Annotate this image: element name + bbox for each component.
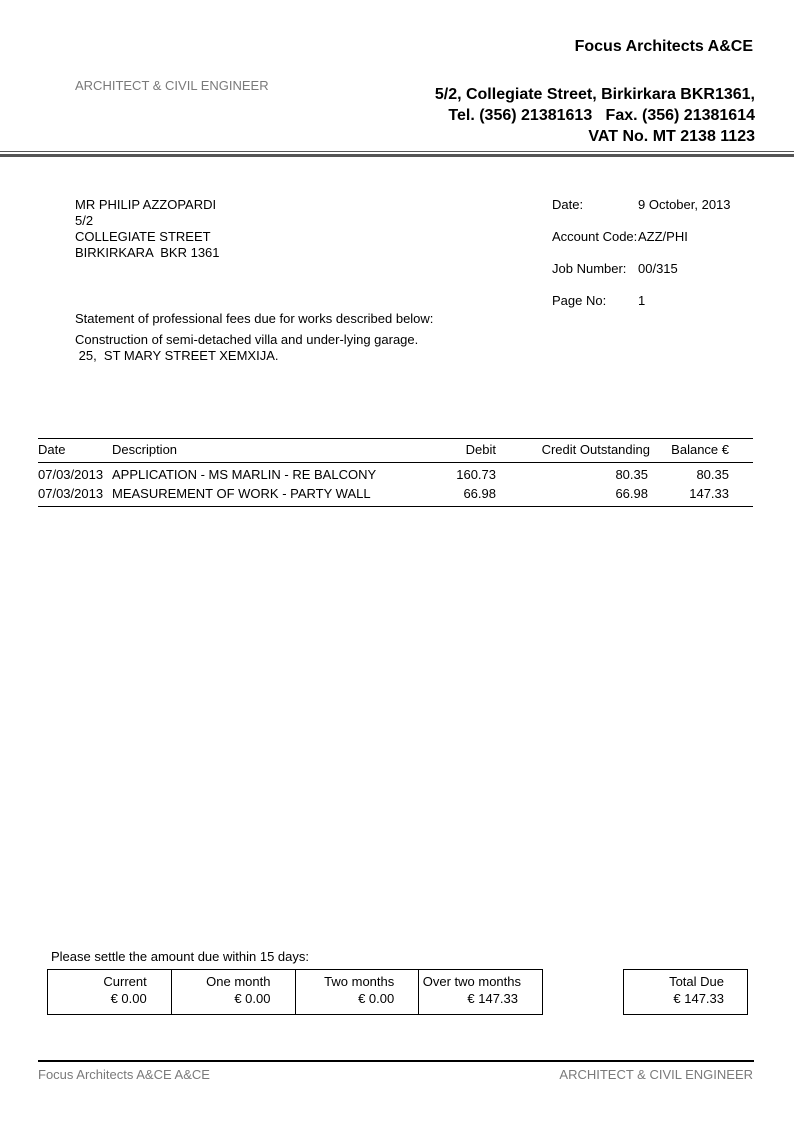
ageing-value: € 147.33 [467,991,518,1006]
row-balance: 147.33 [689,486,729,501]
row-debit: 160.73 [456,467,496,482]
job-number-label: Job Number: [552,261,627,276]
statement-description: Statement of professional fees due for works described below: [75,311,434,326]
company-address: 5/2, Collegiate Street, Birkirkara BKR1361, [434,86,755,103]
table-bottom-rule [38,506,753,507]
row-description: APPLICATION - MS MARLIN - RE BALCONY [112,467,377,482]
account-code-label: Account Code: [552,229,638,244]
footer-company: Focus Architects A&CE A&CE [38,1067,210,1082]
table-header-rule [38,462,753,463]
ageing-value: € 0.00 [110,991,147,1006]
customer-address [75,197,220,261]
job-number-value: 00/315 [638,261,678,276]
date-label: Date: [552,197,584,212]
works-description [75,332,418,364]
header-rule-thick [0,154,794,157]
col-header-balance: Balance € [671,442,729,457]
ageing-label: One month [206,974,271,989]
row-date: 07/03/2013 [38,467,104,482]
total-due-value: € 147.33 [673,991,724,1006]
company-tel-fax: Tel. (356) 21381613 Fax. (356) 21381614 [448,107,755,124]
header-rule-thin [0,151,794,152]
ageing-one-month [171,970,295,1014]
ageing-label: Two months [324,974,395,989]
ageing-label: Current [103,974,147,989]
col-header-date: Date [38,442,66,457]
col-header-debit: Debit [465,442,496,457]
company-vat: VAT No. MT 2138 1123 [588,128,755,145]
page-number-label: Page No: [552,293,607,308]
company-address-block [435,84,755,147]
company-tagline: ARCHITECT & CIVIL ENGINEER [75,78,269,93]
row-description: MEASUREMENT OF WORK - PARTY WALL [112,486,371,501]
customer-name: MR PHILIP AZZOPARDI [75,197,217,212]
ageing-over-two-months [418,970,542,1014]
company-name: Focus Architects A&CE [574,38,753,55]
ageing-value: € 0.00 [358,991,395,1006]
ageing-label: Over two months [422,974,521,989]
footer-rule [38,1060,754,1062]
ageing-current [48,970,171,1014]
works-line2: 25, ST MARY STREET XEMXIJA. [75,348,279,363]
row-date: 07/03/2013 [38,486,104,501]
settle-note: Please settle the amount due within 15 days: [51,949,309,964]
table-top-rule [38,438,753,439]
ageing-value: € 0.00 [234,991,271,1006]
ageing-two-months [295,970,419,1014]
col-header-description: Description [112,442,178,457]
row-credit: 66.98 [615,486,648,501]
date-value: 9 October, 2013 [638,197,731,212]
row-balance: 80.35 [696,467,729,482]
customer-address-line1: 5/2 [75,213,94,228]
page-number-value: 1 [638,293,646,308]
footer-tagline: ARCHITECT & CIVIL ENGINEER [559,1067,753,1082]
row-debit: 66.98 [463,486,496,501]
customer-address-line3: BIRKIRKARA BKR 1361 [75,245,220,260]
col-header-credit: Credit Outstanding [541,442,650,457]
works-line1: Construction of semi-detached villa and under-lying garage. [75,332,419,347]
total-due-label: Total Due [669,974,724,989]
customer-address-line2: COLLEGIATE STREET [75,229,211,244]
account-code-value: AZZ/PHI [638,229,688,244]
ageing-summary [47,969,543,1015]
row-credit: 80.35 [615,467,648,482]
total-due-box [623,969,748,1015]
